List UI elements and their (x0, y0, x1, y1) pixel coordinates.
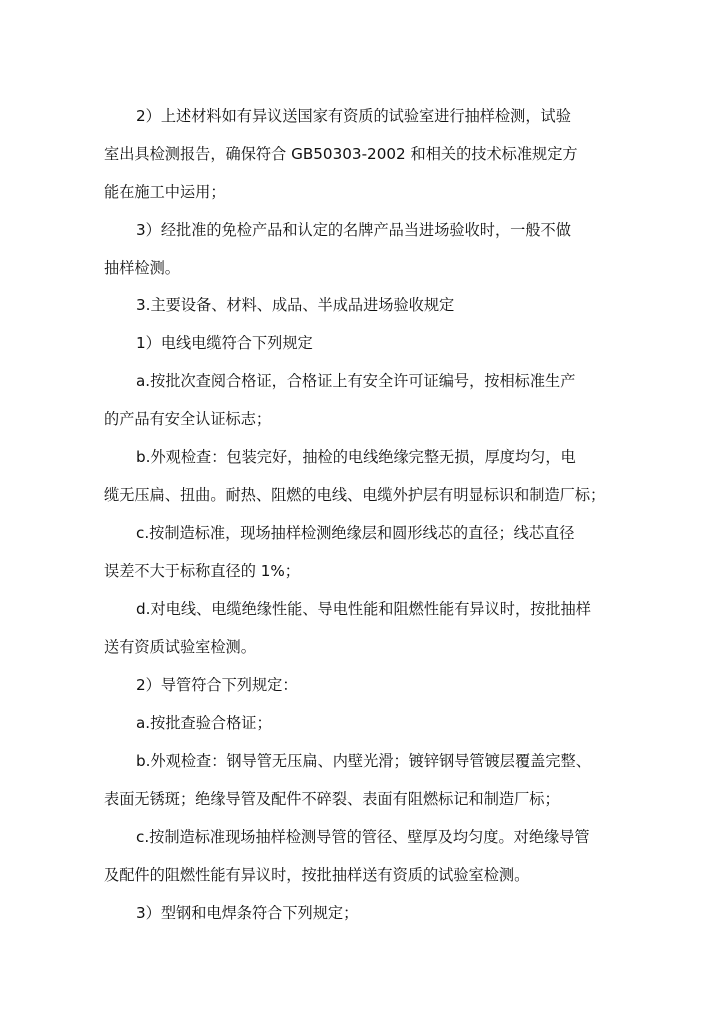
paragraph-line-13: 误差不大于标称直径的 1%； (104, 562, 300, 580)
paragraph-line-14: d.对电线、电缆绝缘性能、导电性能和阻燃性能有异议时，按批抽样 (136, 600, 591, 618)
paragraph-line-18: b.外观检查：钢导管无压扁、内壁光滑；镀锌钢导管镀层覆盖完整、 (136, 752, 591, 770)
paragraph-line-2: 室出具检测报告，确保符合 GB50303-2002 和相关的技术标准规定方 (104, 145, 578, 163)
paragraph-line-12: c.按制造标准，现场抽样检测绝缘层和圆形线芯的直径；线芯直径 (136, 524, 575, 542)
paragraph-line-4: 3）经批准的免检产品和认定的名牌产品当进场验收时，一般不做 (136, 221, 571, 239)
paragraph-line-10: b.外观检查：包装完好，抽检的电线绝缘完整无损，厚度均匀，电 (136, 448, 576, 466)
paragraph-line-3: 能在施工中运用； (104, 183, 226, 201)
paragraph-line-17: a.按批查验合格证； (136, 714, 272, 732)
paragraph-line-20: c.按制造标准现场抽样检测导管的管径、壁厚及均匀度。对绝缘导管 (136, 828, 590, 846)
section-heading: 3.主要设备、材料、成品、半成品进场验收规定 (136, 296, 455, 314)
paragraph-line-16: 2）导管符合下列规定： (136, 676, 298, 694)
paragraph-line-22: 3）型钢和电焊条符合下列规定； (136, 904, 359, 922)
paragraph-line-1: 2）上述材料如有异议送国家有资质的试验室进行抽样检测，试验 (136, 107, 571, 125)
paragraph-line-19: 表面无锈斑；绝缘导管及配件不碎裂、表面有阻燃标记和制造厂标； (104, 790, 560, 808)
paragraph-line-15: 送有资质试验室检测。 (104, 638, 256, 656)
paragraph-line-7: 1）电线电缆符合下列规定 (136, 334, 313, 352)
paragraph-line-11: 缆无压扁、扭曲。耐热、阻燃的电线、电缆外护层有明显标识和制造厂标； (104, 486, 606, 504)
paragraph-line-21: 及配件的阻燃性能有异议时，按批抽样送有资质的试验室检测。 (104, 866, 530, 884)
paragraph-line-5: 抽样检测。 (104, 259, 180, 277)
paragraph-line-9: 的产品有安全认证标志； (104, 410, 272, 428)
paragraph-line-8: a.按批次查阅合格证，合格证上有安全许可证编号，按相标准生产 (136, 372, 576, 390)
